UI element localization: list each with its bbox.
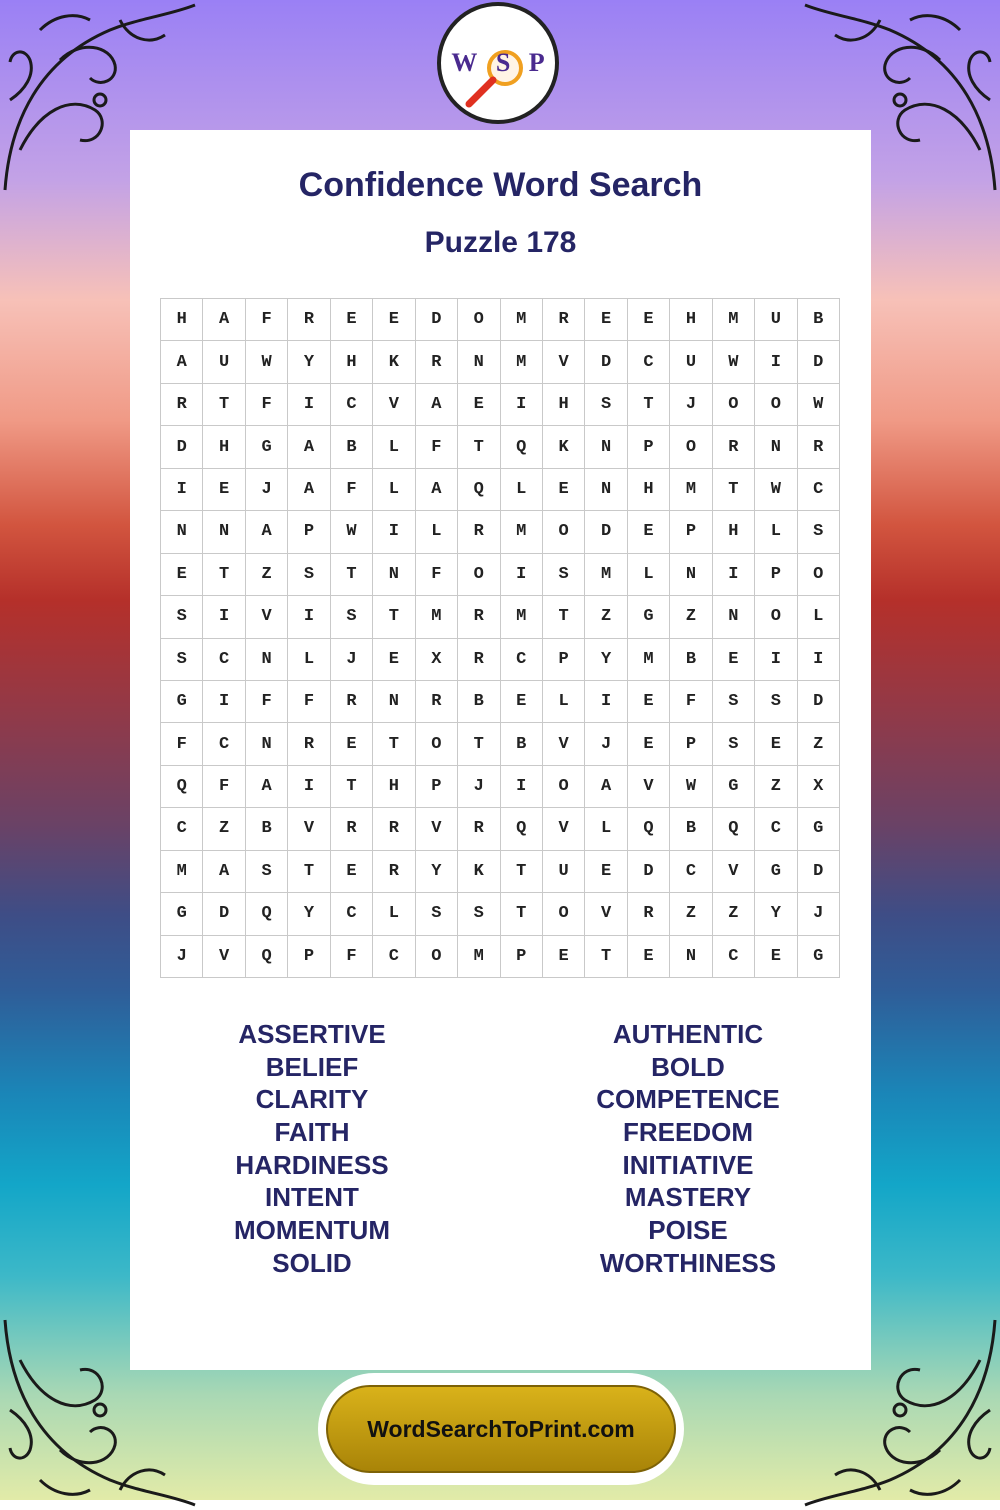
grid-cell[interactable]: A xyxy=(203,851,245,893)
grid-cell[interactable]: V xyxy=(628,766,670,808)
grid-cell[interactable]: V xyxy=(543,808,585,850)
grid-cell[interactable]: S xyxy=(458,893,500,935)
grid-cell[interactable]: E xyxy=(458,384,500,426)
grid-cell[interactable]: M xyxy=(416,596,458,638)
grid-cell[interactable]: C xyxy=(798,469,840,511)
grid-cell[interactable]: G xyxy=(628,596,670,638)
word-list-item: FAITH xyxy=(274,1117,350,1148)
grid-cell[interactable]: U xyxy=(543,851,585,893)
grid-cell[interactable]: C xyxy=(628,341,670,383)
grid-cell[interactable]: N xyxy=(373,554,415,596)
grid-cell[interactable]: O xyxy=(416,723,458,765)
grid-cell[interactable]: R xyxy=(373,851,415,893)
grid-cell[interactable]: Q xyxy=(458,469,500,511)
grid-cell[interactable]: H xyxy=(373,766,415,808)
grid-cell[interactable]: M xyxy=(501,341,543,383)
grid-cell[interactable]: A xyxy=(416,469,458,511)
grid-cell[interactable]: I xyxy=(501,554,543,596)
word-list-item: FREEDOM xyxy=(623,1117,753,1148)
grid-cell[interactable]: W xyxy=(331,511,373,553)
grid-cell[interactable]: C xyxy=(501,639,543,681)
grid-cell[interactable]: E xyxy=(713,639,755,681)
word-list-item: BELIEF xyxy=(265,1051,359,1082)
word-list-item: POISE xyxy=(648,1215,728,1246)
grid-cell[interactable]: A xyxy=(585,766,627,808)
grid-cell[interactable]: S xyxy=(543,554,585,596)
grid-cell[interactable]: M xyxy=(501,299,543,341)
grid-cell[interactable]: E xyxy=(628,511,670,553)
word-list-item: ASSERTIVE xyxy=(238,1019,386,1049)
grid-cell[interactable]: E xyxy=(373,639,415,681)
grid-cell[interactable]: I xyxy=(501,384,543,426)
grid-cell[interactable]: I xyxy=(713,554,755,596)
word-list-right xyxy=(538,1018,838,1280)
grid-cell[interactable]: M xyxy=(501,511,543,553)
grid-cell[interactable]: H xyxy=(543,384,585,426)
word-list-item: BOLD xyxy=(651,1051,725,1082)
grid-cell[interactable]: M xyxy=(585,554,627,596)
grid-cell[interactable]: J xyxy=(798,893,840,935)
grid-cell[interactable]: G xyxy=(713,766,755,808)
grid-cell[interactable]: Y xyxy=(288,893,330,935)
grid-cell[interactable]: T xyxy=(713,469,755,511)
grid-cell[interactable]: B xyxy=(798,299,840,341)
grid-cell[interactable]: D xyxy=(798,681,840,723)
grid-cell[interactable]: E xyxy=(203,469,245,511)
grid-cell[interactable]: T xyxy=(373,723,415,765)
word-list-item: INTENT xyxy=(265,1182,359,1213)
letter-grid[interactable] xyxy=(160,298,840,978)
grid-cell[interactable]: Y xyxy=(416,851,458,893)
word-list-left xyxy=(162,1018,462,1280)
grid-cell[interactable]: F xyxy=(670,681,712,723)
grid-cell[interactable]: I xyxy=(288,596,330,638)
grid-cell[interactable]: N xyxy=(246,723,288,765)
grid-cell[interactable]: S xyxy=(161,639,203,681)
word-list-item: INITIATIVE xyxy=(622,1149,754,1180)
grid-cell[interactable]: R xyxy=(458,639,500,681)
grid-cell[interactable]: N xyxy=(373,681,415,723)
logo-letter-w: W xyxy=(451,48,478,77)
grid-cell[interactable]: F xyxy=(416,426,458,468)
grid-cell[interactable]: V xyxy=(543,341,585,383)
grid-cell[interactable]: O xyxy=(755,596,797,638)
grid-cell[interactable]: V xyxy=(373,384,415,426)
grid-cell[interactable]: V xyxy=(246,596,288,638)
grid-cell[interactable]: J xyxy=(458,766,500,808)
grid-cell[interactable]: R xyxy=(713,426,755,468)
grid-cell[interactable]: M xyxy=(161,851,203,893)
grid-cell[interactable]: G xyxy=(798,808,840,850)
grid-cell[interactable]: A xyxy=(288,426,330,468)
grid-cell[interactable]: N xyxy=(203,511,245,553)
grid-cell[interactable]: Q xyxy=(713,808,755,850)
footer-badge[interactable] xyxy=(318,1373,684,1485)
grid-cell[interactable]: V xyxy=(203,936,245,978)
grid-cell[interactable]: Z xyxy=(670,893,712,935)
word-list-item: HARDINESS xyxy=(235,1149,389,1180)
grid-cell[interactable]: C xyxy=(161,808,203,850)
grid-cell[interactable]: L xyxy=(416,511,458,553)
grid-cell[interactable]: Q xyxy=(501,808,543,850)
grid-cell[interactable]: R xyxy=(331,808,373,850)
grid-cell[interactable]: E xyxy=(373,299,415,341)
grid-cell[interactable]: J xyxy=(585,723,627,765)
grid-cell[interactable]: K xyxy=(458,851,500,893)
grid-cell[interactable]: D xyxy=(585,341,627,383)
grid-cell[interactable]: P xyxy=(670,723,712,765)
grid-cell[interactable]: R xyxy=(458,808,500,850)
grid-cell[interactable]: N xyxy=(458,341,500,383)
grid-cell[interactable]: Z xyxy=(585,596,627,638)
grid-cell[interactable]: Y xyxy=(755,893,797,935)
grid-cell[interactable]: I xyxy=(798,639,840,681)
grid-cell[interactable]: V xyxy=(713,851,755,893)
grid-cell[interactable]: E xyxy=(628,936,670,978)
grid-cell[interactable]: E xyxy=(755,936,797,978)
grid-cell[interactable]: O xyxy=(458,299,500,341)
grid-cell[interactable]: J xyxy=(161,936,203,978)
grid-cell[interactable]: V xyxy=(416,808,458,850)
grid-cell[interactable]: A xyxy=(246,766,288,808)
grid-cell[interactable]: I xyxy=(373,511,415,553)
word-list-item: AUTHENTIC xyxy=(612,1019,764,1049)
grid-cell[interactable]: R xyxy=(331,681,373,723)
grid-cell[interactable]: F xyxy=(416,554,458,596)
grid-cell[interactable]: D xyxy=(203,893,245,935)
grid-cell[interactable]: V xyxy=(288,808,330,850)
word-list-item: CLARITY xyxy=(255,1084,369,1115)
grid-cell[interactable]: D xyxy=(585,511,627,553)
grid-cell[interactable]: Y xyxy=(288,341,330,383)
grid-cell[interactable]: H xyxy=(331,341,373,383)
grid-cell[interactable]: M xyxy=(458,936,500,978)
grid-cell[interactable]: N xyxy=(585,469,627,511)
grid-cell[interactable]: F xyxy=(246,681,288,723)
grid-cell[interactable]: F xyxy=(331,469,373,511)
grid-cell[interactable]: D xyxy=(798,341,840,383)
grid-cell[interactable]: Q xyxy=(246,893,288,935)
grid-cell[interactable]: P xyxy=(543,639,585,681)
grid-cell[interactable]: X xyxy=(416,639,458,681)
footer-link[interactable]: WordSearchToPrint.com xyxy=(326,1385,676,1473)
grid-cell[interactable]: T xyxy=(628,384,670,426)
grid-cell[interactable]: T xyxy=(203,554,245,596)
grid-cell[interactable]: I xyxy=(755,639,797,681)
grid-cell[interactable]: T xyxy=(288,851,330,893)
grid-cell[interactable]: D xyxy=(628,851,670,893)
grid-cell[interactable]: E xyxy=(331,723,373,765)
grid-cell[interactable]: L xyxy=(543,681,585,723)
grid-cell[interactable]: W xyxy=(670,766,712,808)
grid-cell[interactable]: B xyxy=(458,681,500,723)
grid-cell[interactable]: N xyxy=(755,426,797,468)
grid-cell[interactable]: F xyxy=(246,384,288,426)
grid-cell[interactable]: E xyxy=(331,851,373,893)
page-title: Confidence Word Search xyxy=(298,166,703,204)
grid-cell[interactable]: L xyxy=(798,596,840,638)
grid-cell[interactable]: C xyxy=(331,384,373,426)
grid-cell[interactable]: B xyxy=(246,808,288,850)
grid-cell[interactable]: P xyxy=(288,511,330,553)
grid-cell[interactable]: C xyxy=(373,936,415,978)
grid-cell[interactable]: D xyxy=(416,299,458,341)
grid-cell[interactable]: T xyxy=(501,893,543,935)
grid-cell[interactable]: I xyxy=(203,596,245,638)
grid-cell[interactable]: Z xyxy=(670,596,712,638)
grid-cell[interactable]: N xyxy=(670,936,712,978)
grid-cell[interactable]: R xyxy=(458,511,500,553)
grid-cell[interactable]: I xyxy=(161,469,203,511)
grid-cell[interactable]: B xyxy=(331,426,373,468)
grid-cell[interactable]: B xyxy=(501,723,543,765)
grid-cell[interactable]: A xyxy=(203,299,245,341)
grid-cell[interactable]: F xyxy=(161,723,203,765)
grid-cell[interactable]: G xyxy=(161,681,203,723)
grid-cell[interactable]: S xyxy=(161,596,203,638)
grid-cell[interactable]: F xyxy=(246,299,288,341)
grid-cell[interactable]: Z xyxy=(713,893,755,935)
word-list-item: COMPETENCE xyxy=(596,1084,780,1115)
grid-cell[interactable]: T xyxy=(203,384,245,426)
grid-cell[interactable]: T xyxy=(458,426,500,468)
word-list-item: SOLID xyxy=(272,1247,352,1278)
grid-cell[interactable]: E xyxy=(501,681,543,723)
grid-cell[interactable]: S xyxy=(246,851,288,893)
grid-cell[interactable]: Z xyxy=(755,766,797,808)
grid-cell[interactable]: P xyxy=(501,936,543,978)
grid-cell[interactable]: E xyxy=(585,851,627,893)
grid-cell[interactable]: A xyxy=(288,469,330,511)
grid-cell[interactable]: T xyxy=(331,766,373,808)
grid-cell[interactable]: P xyxy=(628,426,670,468)
grid-cell[interactable]: X xyxy=(798,766,840,808)
grid-cell[interactable]: E xyxy=(628,299,670,341)
grid-cell[interactable]: W xyxy=(798,384,840,426)
grid-cell[interactable]: S xyxy=(416,893,458,935)
grid-cell[interactable]: M xyxy=(628,639,670,681)
grid-cell[interactable]: I xyxy=(585,681,627,723)
grid-cell[interactable]: A xyxy=(416,384,458,426)
grid-cell[interactable]: W xyxy=(246,341,288,383)
logo-letter-s: S xyxy=(495,48,511,77)
grid-cell[interactable]: Y xyxy=(585,639,627,681)
grid-cell[interactable]: D xyxy=(161,426,203,468)
grid-cell[interactable]: C xyxy=(670,851,712,893)
grid-cell[interactable]: T xyxy=(543,596,585,638)
grid-cell[interactable]: G xyxy=(798,936,840,978)
wsp-logo[interactable] xyxy=(437,2,559,124)
grid-cell[interactable]: A xyxy=(246,511,288,553)
grid-cell[interactable]: N xyxy=(246,639,288,681)
grid-cell[interactable]: O xyxy=(416,936,458,978)
puzzle-number: Puzzle 178 xyxy=(424,226,577,259)
grid-cell[interactable]: E xyxy=(628,681,670,723)
grid-cell[interactable]: C xyxy=(713,936,755,978)
grid-cell[interactable]: C xyxy=(203,723,245,765)
grid-cell[interactable]: R xyxy=(543,299,585,341)
grid-cell[interactable]: S xyxy=(713,723,755,765)
grid-cell[interactable]: N xyxy=(585,426,627,468)
grid-cell[interactable]: A xyxy=(161,341,203,383)
grid-cell[interactable]: E xyxy=(543,469,585,511)
grid-cell[interactable]: U xyxy=(670,341,712,383)
grid-cell[interactable]: N xyxy=(713,596,755,638)
grid-cell[interactable]: B xyxy=(670,639,712,681)
grid-cell[interactable]: O xyxy=(543,511,585,553)
grid-cell[interactable]: P xyxy=(416,766,458,808)
grid-cell[interactable]: L xyxy=(373,469,415,511)
grid-cell[interactable]: I xyxy=(288,384,330,426)
grid-cell[interactable]: E xyxy=(755,723,797,765)
grid-cell[interactable]: H xyxy=(628,469,670,511)
word-list-item: WORTHINESS xyxy=(599,1247,777,1278)
grid-cell[interactable]: H xyxy=(670,299,712,341)
grid-cell[interactable]: S xyxy=(798,511,840,553)
word-list-item: MOMENTUM xyxy=(234,1215,390,1246)
grid-cell[interactable]: K xyxy=(543,426,585,468)
grid-cell[interactable]: C xyxy=(203,639,245,681)
grid-cell[interactable]: I xyxy=(755,341,797,383)
grid-cell[interactable]: P xyxy=(755,554,797,596)
grid-cell[interactable]: J xyxy=(246,469,288,511)
grid-cell[interactable]: J xyxy=(331,639,373,681)
grid-cell[interactable]: F xyxy=(331,936,373,978)
grid-cell[interactable]: S xyxy=(585,384,627,426)
grid-cell[interactable]: R xyxy=(458,596,500,638)
grid-cell[interactable]: E xyxy=(543,936,585,978)
grid-cell[interactable]: O xyxy=(713,384,755,426)
grid-cell[interactable]: E xyxy=(161,554,203,596)
grid-cell[interactable]: O xyxy=(543,893,585,935)
grid-cell[interactable]: L xyxy=(628,554,670,596)
grid-cell[interactable]: O xyxy=(670,426,712,468)
grid-cell[interactable]: L xyxy=(755,511,797,553)
grid-cell[interactable]: T xyxy=(373,596,415,638)
grid-cell[interactable]: E xyxy=(331,299,373,341)
logo-letter-p: P xyxy=(528,48,545,77)
grid-cell[interactable]: Z xyxy=(203,808,245,850)
grid-cell[interactable]: W xyxy=(755,469,797,511)
grid-cell[interactable]: Q xyxy=(628,808,670,850)
grid-cell[interactable]: Q xyxy=(161,766,203,808)
grid-cell[interactable]: P xyxy=(670,511,712,553)
grid-cell[interactable]: R xyxy=(798,426,840,468)
grid-cell[interactable]: S xyxy=(755,681,797,723)
grid-cell[interactable]: L xyxy=(373,893,415,935)
grid-cell[interactable]: F xyxy=(203,766,245,808)
grid-cell[interactable]: H xyxy=(161,299,203,341)
grid-cell[interactable]: U xyxy=(203,341,245,383)
grid-cell[interactable]: T xyxy=(331,554,373,596)
grid-cell[interactable]: P xyxy=(288,936,330,978)
grid-cell[interactable]: V xyxy=(543,723,585,765)
puzzle-card xyxy=(130,130,871,1370)
grid-cell[interactable]: O xyxy=(458,554,500,596)
grid-cell[interactable]: L xyxy=(501,469,543,511)
grid-cell[interactable]: E xyxy=(628,723,670,765)
grid-cell[interactable]: D xyxy=(798,851,840,893)
grid-cell[interactable]: I xyxy=(501,766,543,808)
grid-cell[interactable]: Q xyxy=(501,426,543,468)
grid-cell[interactable]: H xyxy=(203,426,245,468)
grid-cell[interactable]: C xyxy=(755,808,797,850)
grid-cell[interactable]: J xyxy=(670,384,712,426)
grid-cell[interactable]: U xyxy=(755,299,797,341)
grid-cell[interactable]: N xyxy=(161,511,203,553)
grid-cell[interactable]: O xyxy=(798,554,840,596)
grid-cell[interactable]: F xyxy=(288,681,330,723)
grid-cell[interactable]: R xyxy=(416,341,458,383)
grid-cell[interactable]: S xyxy=(331,596,373,638)
grid-cell[interactable]: Z xyxy=(246,554,288,596)
grid-cell[interactable]: I xyxy=(203,681,245,723)
grid-cell[interactable]: Z xyxy=(798,723,840,765)
grid-cell[interactable]: T xyxy=(585,936,627,978)
grid-cell[interactable]: M xyxy=(713,299,755,341)
grid-cell[interactable]: S xyxy=(288,554,330,596)
logo-letters xyxy=(441,48,555,78)
grid-cell[interactable]: N xyxy=(670,554,712,596)
grid-cell[interactable]: R xyxy=(416,681,458,723)
grid-cell[interactable]: M xyxy=(501,596,543,638)
grid-cell[interactable]: S xyxy=(713,681,755,723)
grid-cell[interactable]: G xyxy=(246,426,288,468)
grid-cell[interactable]: R xyxy=(373,808,415,850)
grid-cell[interactable]: C xyxy=(331,893,373,935)
grid-cell[interactable]: L xyxy=(288,639,330,681)
grid-cell[interactable]: H xyxy=(713,511,755,553)
grid-cell[interactable]: M xyxy=(670,469,712,511)
word-list-item: MASTERY xyxy=(624,1182,752,1213)
grid-cell[interactable]: V xyxy=(585,893,627,935)
grid-cell[interactable]: G xyxy=(161,893,203,935)
grid-cell[interactable]: B xyxy=(670,808,712,850)
grid-cell[interactable]: R xyxy=(288,723,330,765)
grid-cell[interactable]: K xyxy=(373,341,415,383)
grid-cell[interactable]: L xyxy=(373,426,415,468)
grid-cell[interactable]: T xyxy=(501,851,543,893)
grid-cell[interactable]: Q xyxy=(246,936,288,978)
grid-cell[interactable]: O xyxy=(755,384,797,426)
grid-cell[interactable]: R xyxy=(288,299,330,341)
grid-cell[interactable]: L xyxy=(585,808,627,850)
grid-cell[interactable]: W xyxy=(713,341,755,383)
grid-cell[interactable]: T xyxy=(458,723,500,765)
grid-cell[interactable]: R xyxy=(628,893,670,935)
grid-cell[interactable]: O xyxy=(543,766,585,808)
grid-cell[interactable]: R xyxy=(161,384,203,426)
grid-cell[interactable]: I xyxy=(288,766,330,808)
grid-cell[interactable]: G xyxy=(755,851,797,893)
grid-cell[interactable]: E xyxy=(585,299,627,341)
